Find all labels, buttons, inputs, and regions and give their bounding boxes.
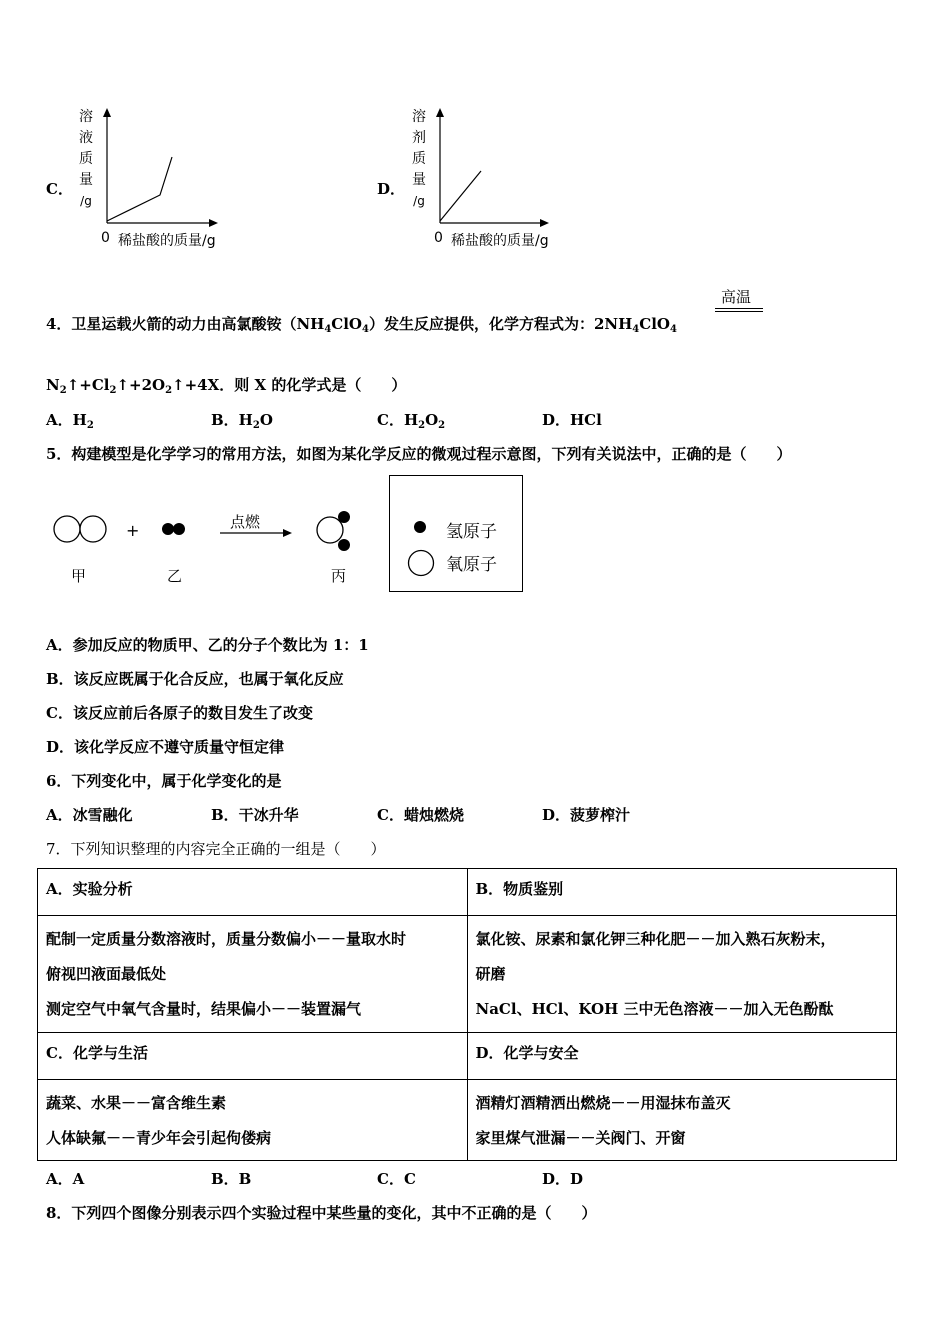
graph-c-ylabel-char: /g [80, 194, 92, 208]
q4-sub: 2 [438, 420, 446, 431]
graph-d-ylabel-char: 质 [412, 151, 426, 167]
graph-d-y-arrow [436, 108, 444, 117]
cell-line: 测定空气中氧气含量时，结果偏小－－装置漏气 [46, 1000, 362, 1018]
legend-hydrogen-icon [412, 519, 428, 535]
cell-line: 研磨 [475, 965, 506, 983]
q4-clo: ClO [639, 315, 670, 333]
q7-option-b: B．B [211, 1170, 252, 1188]
graph-c-ylabel-char: 量 [79, 172, 93, 188]
q5-option-c: C．该反应前后各原子的数目发生了改变 [46, 704, 313, 722]
legend-oxygen-label: 氧原子 [446, 555, 497, 575]
graph-c-x-arrow [209, 219, 218, 227]
hydrogen-atom [173, 523, 185, 535]
cell-line: 家里煤气泄漏－－关阀门、开窗 [475, 1129, 686, 1147]
q4-option-b-tail: O [259, 411, 273, 429]
q8-stem: 8．下列四个图像分别表示四个实验过程中某些量的变化，其中不正确的是（ ） [46, 1204, 597, 1222]
label-yi: 乙 [167, 567, 183, 585]
q4-stem-line2 [46, 374, 406, 396]
label-jia: 甲 [71, 567, 87, 585]
cell-a-head: A．实验分析 [38, 869, 468, 916]
q7-option-d: D．D [542, 1170, 584, 1188]
legend-oxygen-icon [406, 548, 436, 578]
q4-option-c-mid: O [425, 411, 439, 429]
q4-option-b-text: B．H [211, 411, 253, 429]
q4-equals-sign [715, 308, 763, 312]
q4-sub: 4 [632, 324, 640, 335]
q7-option-a: A．A [46, 1170, 85, 1188]
q4-sub: 2 [165, 385, 173, 396]
oxygen-atom [80, 516, 106, 542]
q4-option-c-text: C．H [377, 411, 419, 429]
graph-d-xlabel: 稀盐酸的质量/g [451, 233, 549, 249]
q4-sub: 2 [252, 420, 260, 431]
graph-d-curve [440, 171, 481, 221]
q6-option-c: C．蜡烛燃烧 [377, 806, 464, 824]
graph-c-ylabel-char: 质 [79, 151, 93, 167]
cell-c-body [38, 1080, 468, 1161]
q4-sub: 2 [109, 385, 117, 396]
q7-option-c: C．C [377, 1170, 416, 1188]
q4-option-d: D．HCl [542, 411, 602, 429]
q4-condition-label: 高温 [721, 288, 752, 306]
cell-line: 蔬菜、水果－－富含维生素 [46, 1094, 227, 1112]
cell-line: NaCl、HCl、KOH 三中无色溶液－－加入无色酚酞 [475, 1000, 834, 1018]
q4-option-a [46, 409, 94, 431]
graph-c-y-arrow [103, 108, 111, 117]
q4-stem-line1 [46, 313, 677, 335]
q5-option-b: B．该反应既属于化合反应，也属于氧化反应 [46, 670, 344, 688]
q4-sub: 4 [362, 324, 369, 335]
q6-option-b: B．干冰升华 [211, 806, 299, 824]
graph-d-ylabel-char: 溶 [412, 109, 426, 125]
knowledge-table [37, 868, 897, 1161]
graph-c-ylabel [78, 107, 94, 212]
cell-line: 俯视凹液面最低处 [46, 965, 167, 983]
cell-a-body [38, 916, 468, 1033]
graph-c-xlabel: 稀盐酸的质量/g [118, 233, 216, 249]
atom-legend [389, 475, 523, 592]
q5-stem: 5．构建模型是化学学习的常用方法，如图为某化学反应的微观过程示意图，下列有关说法中，正确的是（ ） [46, 445, 792, 463]
cell-b-body [467, 916, 897, 1033]
cell-b-head: B．物质鉴别 [467, 869, 897, 916]
label-bing: 丙 [331, 567, 347, 585]
graph-d-ylabel-char: 量 [412, 172, 426, 188]
q4-sub: 4 [669, 324, 677, 335]
reaction-plus: + [126, 521, 140, 540]
q4-option-b [211, 409, 273, 431]
q4-text-a: 4．卫星运载火箭的动力由高氯酸铵（NH [46, 315, 325, 333]
q4-sub: 2 [418, 420, 426, 431]
graph-c-axes [96, 105, 226, 230]
graph-c-curve [107, 157, 172, 221]
cell-line: 氯化铵、尿素和氯化钾三种化肥－－加入熟石灰粉末， [475, 930, 836, 948]
q6-stem: 6．下列变化中，属于化学变化的是 [46, 772, 282, 790]
hydrogen-atom [162, 523, 174, 535]
oxygen-atom [54, 516, 80, 542]
graph-c-ylabel-char: 液 [79, 130, 93, 146]
q4-clo: ClO [331, 315, 362, 333]
q4-sub: 2 [59, 385, 67, 396]
cell-line: 酒精灯酒精洒出燃烧－－用湿抹布盖灭 [475, 1094, 731, 1112]
graph-d-ylabel [411, 107, 427, 212]
q4-cl: ↑+Cl [66, 376, 110, 394]
graph-d-ylabel-char: 剂 [412, 130, 426, 146]
oxygen-atom [317, 517, 343, 543]
q4-text-b: ）发生反应提供，化学方程式为：2NH [368, 315, 633, 333]
q4-sub: 2 [86, 420, 94, 431]
graph-d-x-arrow [540, 219, 549, 227]
q5-option-a: A．参加反应的物质甲、乙的分子个数比为 1：1 [46, 636, 369, 654]
q6-option-d: D．菠萝榨汁 [542, 806, 631, 824]
graph-c-origin: 0 [101, 230, 110, 246]
hydrogen-atom [338, 539, 350, 551]
cell-d-head: D．化学与安全 [467, 1033, 897, 1080]
reaction-condition: 点燃 [230, 513, 261, 531]
q7-stem: 7．下列知识整理的内容完全正确的一组是（ ） [46, 840, 386, 858]
cell-line: 配制一定质量分数溶液时，质量分数偏小－－量取水时 [46, 930, 407, 948]
q5-reaction-diagram [46, 500, 366, 590]
q4-sub: 4 [324, 324, 332, 335]
graph-c-option: C． [46, 180, 73, 198]
q4-o: ↑+2O [116, 376, 166, 394]
reaction-arrow-head [283, 529, 292, 537]
q6-option-a: A．冰雪融化 [46, 806, 133, 824]
legend-hydrogen-label: 氢原子 [446, 522, 497, 542]
graph-d-origin: 0 [434, 230, 443, 246]
hydrogen-atom [338, 511, 350, 523]
q5-option-d: D．该化学反应不遵守质量守恒定律 [46, 738, 285, 756]
q4-tail: ↑+4X．则 X 的化学式是（ ） [172, 376, 407, 394]
q4-n: N [46, 376, 60, 394]
cell-d-body [467, 1080, 897, 1161]
graph-d-option: D． [377, 180, 406, 198]
graph-c-ylabel-char: 溶 [79, 109, 93, 125]
graph-d-ylabel-char: /g [413, 194, 425, 208]
cell-c-head: C．化学与生活 [38, 1033, 468, 1080]
cell-line: 人体缺氟－－青少年会引起佝偻病 [46, 1129, 272, 1147]
graph-d-axes [429, 105, 559, 230]
q4-option-a-text: A．H [46, 411, 87, 429]
q4-option-c [377, 409, 445, 431]
